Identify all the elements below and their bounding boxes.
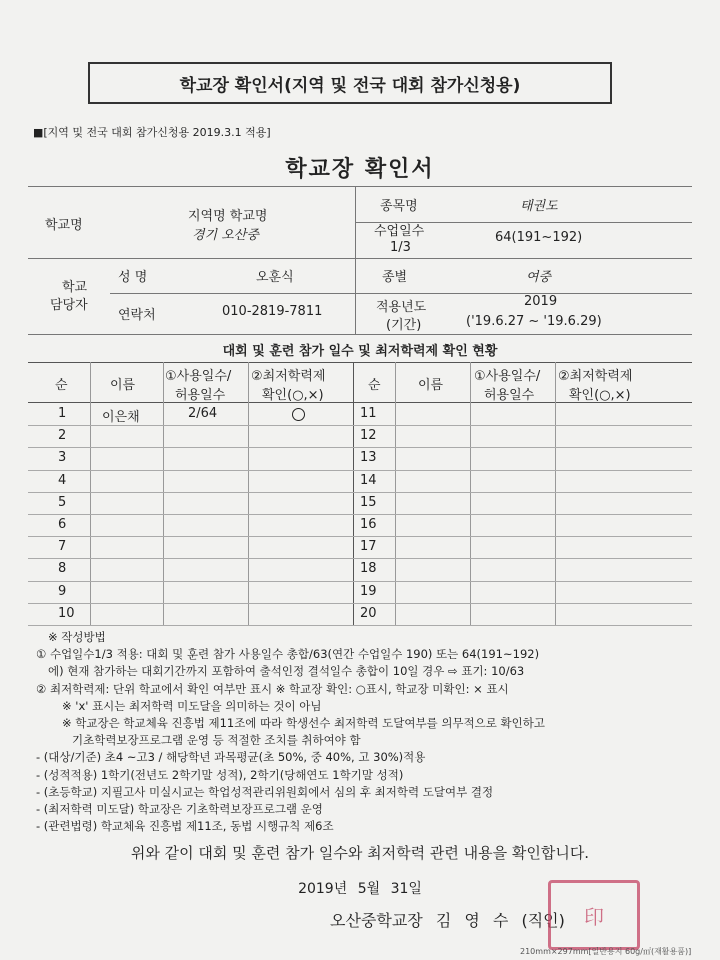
col-days-left-2: 허용일수 [175, 388, 226, 403]
row-no-right: 13 [360, 450, 377, 465]
note-line: 기초학력보장프로그램 운영 등 적절한 조치를 취하여야 함 [72, 733, 361, 747]
row-no-left: 5 [58, 495, 67, 510]
col-name-left: 이름 [110, 378, 136, 393]
note-line: - (초등학교) 지필고사 미실시교는 학업성적관리위원회에서 심의 후 최저학력 도달여부 결정 [36, 785, 494, 799]
col-days-left-1: ①사용일수/ [165, 369, 232, 384]
form-label: ■[지역 및 전국 대회 참가신청용 2019.3.1 적용] [33, 126, 271, 139]
section-title: 대회 및 훈련 참가 일수 및 최저학력제 확인 현황 [222, 344, 498, 359]
year-label-2: (기간) [386, 318, 422, 333]
region-school-label: 지역명 학교명 [188, 209, 268, 224]
main-title: 학교장 확인서 [285, 157, 435, 182]
col-name-right: 이름 [418, 378, 444, 393]
row-no-right: 20 [360, 606, 377, 621]
row-no-right: 19 [360, 584, 377, 599]
col-no-left: 순 [55, 378, 68, 393]
row-no-right: 12 [360, 428, 377, 443]
note-line: ※ 학교장은 학교체육 진흥법 제11조에 따라 학생선수 최저학력 도달여부를 의무적으로 확인하고 [62, 716, 545, 730]
sport-label: 종목명 [380, 199, 418, 214]
row-no-right: 14 [360, 473, 377, 488]
contact-label: 연락처 [118, 308, 156, 323]
row-days-left: 2/64 [188, 406, 218, 421]
row-no-right: 15 [360, 495, 377, 510]
date-month: 5월 [357, 881, 381, 897]
confirm-text: 위와 같이 대회 및 훈련 참가 일수와 최저학력 관련 내용을 확인합니다. [130, 844, 590, 862]
region-school-value: 경기 오산중 [192, 228, 259, 243]
attend-sub: 1/3 [390, 240, 411, 255]
note-line: 에) 현재 참가하는 대회기간까지 포함하여 출석인정 결석일수 총합이 10일 경우 ⇨ 표기: 10/63 [48, 664, 525, 678]
note-line: - (성적적용) 1학기(전년도 2학기말 성적), 2학기(당해연도 1학기말 성적) [36, 768, 404, 782]
col-acad-left-1: ②최저학력제 [251, 369, 326, 384]
check-circle-icon [292, 408, 305, 421]
row-no-right: 17 [360, 539, 377, 554]
col-acad-right-2: 확인(○,×) [569, 388, 631, 403]
period-value: ('19.6.27 ~ '19.6.29) [466, 314, 602, 329]
division-value: 여중 [526, 270, 552, 285]
school-label: 학교명 [45, 218, 83, 233]
row-no-left: 7 [58, 539, 67, 554]
manager-label-2: 담당자 [50, 298, 88, 313]
row-no-left: 1 [58, 406, 67, 421]
header-title-box [88, 62, 612, 104]
row-no-left: 3 [58, 450, 67, 465]
attend-value: 64(191~192) [495, 230, 583, 245]
row-no-left: 4 [58, 473, 67, 488]
seal-stamp: 印 [548, 880, 640, 950]
note-line: - (관련법령) 학교체육 진흥법 제11조, 동법 시행규칙 제6조 [36, 819, 334, 833]
header-title: 학교장 확인서(지역 및 전국 대회 참가신청용) [179, 75, 521, 96]
attend-label: 수업일수 [374, 224, 425, 239]
date-year: 2019년 [298, 881, 348, 897]
division-label: 종별 [382, 270, 408, 285]
manager-label-1: 학교 [62, 280, 88, 295]
note-line: ② 최저학력제: 단위 학교에서 확인 여부만 표시 ※ 학교장 확인: ○표시, 학교장 미확인: × 표시 [36, 682, 509, 696]
footer-paper-spec: 210mm×297mm[일반용지 60g/㎡(재활용품)] [520, 947, 692, 956]
col-days-right-2: 허용일수 [484, 388, 535, 403]
row-no-left: 9 [58, 584, 67, 599]
date-day: 31일 [390, 881, 422, 897]
year-label-1: 적용년도 [376, 300, 427, 315]
col-no-right: 순 [368, 378, 381, 393]
row-no-left: 10 [58, 606, 75, 621]
name-label: 성 명 [118, 270, 148, 285]
row-no-left: 8 [58, 561, 67, 576]
row-name-left: 이은채 [102, 410, 140, 425]
row-no-left: 6 [58, 517, 67, 532]
sport-value: 태권도 [520, 199, 558, 214]
note-line: - (대상/기준) 초4 ~고3 / 해당학년 과목평균(초 50%, 중 40%, 고 30%)적용 [36, 750, 426, 764]
note-line: ※ 'x' 표시는 최저학력 미도달을 의미하는 것이 아님 [62, 699, 322, 713]
contact-value: 010-2819-7811 [222, 304, 323, 319]
name-value: 오훈식 [256, 270, 294, 285]
note-line: ① 수업일수1/3 적용: 대회 및 훈련 참가 사용일수 총합/63(연간 수업일수 190) 또는 64(191~192) [36, 647, 540, 661]
col-days-right-1: ①사용일수/ [474, 369, 541, 384]
row-no-right: 11 [360, 406, 377, 421]
year-value: 2019 [524, 294, 558, 309]
row-no-right: 16 [360, 517, 377, 532]
row-no-right: 18 [360, 561, 377, 576]
note-line: - (최저학력 미도달) 학교장은 기초학력보장프로그램 운영 [36, 802, 323, 816]
signature: 오산중학교장 김 영 수 (직인) [330, 911, 565, 930]
row-no-left: 2 [58, 428, 67, 443]
col-acad-left-2: 확인(○,×) [262, 388, 324, 403]
note-line: ※ 작성방법 [48, 630, 106, 644]
col-acad-right-1: ②최저학력제 [558, 369, 633, 384]
